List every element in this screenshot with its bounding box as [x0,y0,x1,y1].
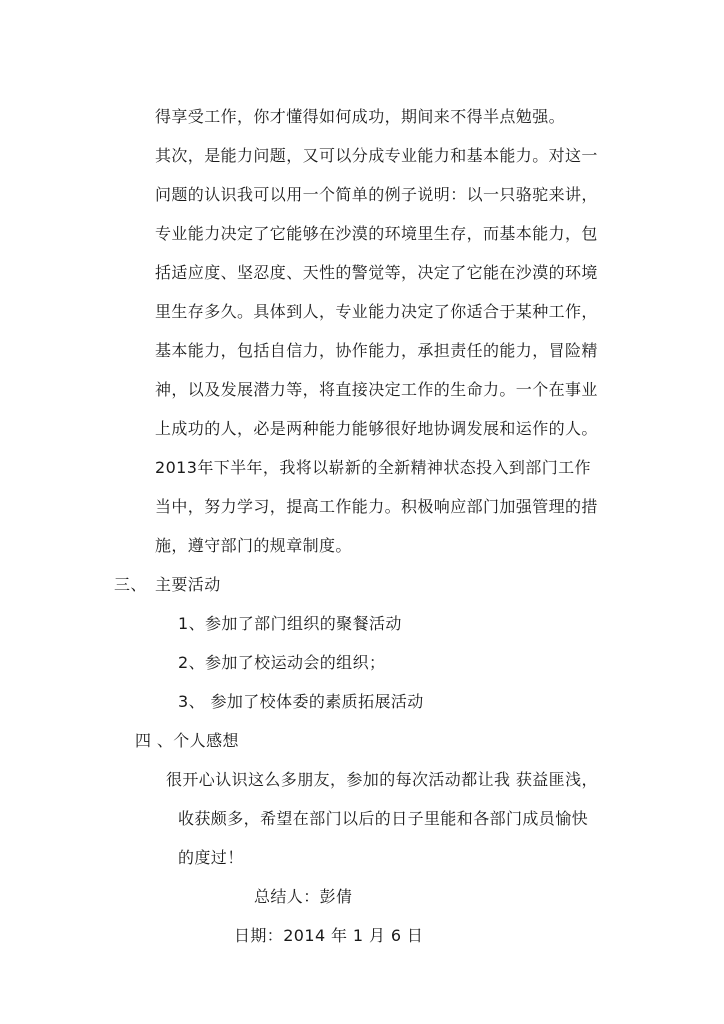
paragraph-line-6: 里生存多久。具体到人，专业能力决定了你适合于某种工作， [155,302,598,321]
section4-line-1: 很开心认识这么多朋友，参加的每次活动都让我 获益匪浅， [166,770,598,789]
paragraph-line-5: 括适应度、坚忍度、天性的警觉等，决定了它能在沙漠的环境 [155,263,598,282]
paragraph-line-4: 专业能力决定了它能够在沙漠的环境里生存，而基本能力，包 [155,224,598,243]
section3-item-1: 1、参加了部门组织的聚餐活动 [178,614,402,633]
section3-item-3: 3、 参加了校体委的素质拓展活动 [178,692,424,711]
paragraph-line-11: 当中，努力学习，提高工作能力。积极响应部门加强管理的措 [155,497,598,516]
signature-author: 总结人：彭倩 [254,887,353,906]
section3-item-2: 2、参加了校运动会的组织； [178,653,386,672]
paragraph-line-8: 神，以及发展潜力等，将直接决定工作的生命力。一个在事业 [155,380,598,399]
section4-heading: 四 、个人感想 [135,731,239,750]
section3-number: 三、 [114,575,147,594]
section3-title: 主要活动 [155,575,221,594]
paragraph-line-9: 上成功的人，必是两种能力能够很好地协调发展和运作的人。 [155,419,598,438]
paragraph-line-7: 基本能力，包括自信力，协作能力，承担责任的能力，冒险精 [155,341,598,360]
paragraph-line-2: 其次，是能力问题，又可以分成专业能力和基本能力。对这一 [155,146,598,165]
signature-date: 日期：2014 年 1 月 6 日 [234,926,424,945]
paragraph-line-12: 施，遵守部门的规章制度。 [155,536,352,555]
paragraph-line-3: 问题的认识我可以用一个简单的例子说明：以一只骆驼来讲， [155,185,598,204]
section4-line-2: 收获颇多，希望在部门以后的日子里能和各部门成员愉快 [178,809,589,828]
paragraph-line-10: 2013年下半年，我将以崭新的全新精神状态投入到部门工作 [155,458,591,477]
section4-line-3: 的度过！ [178,848,244,867]
paragraph-line-1: 得享受工作，你才懂得如何成功，期间来不得半点勉强。 [155,107,566,126]
